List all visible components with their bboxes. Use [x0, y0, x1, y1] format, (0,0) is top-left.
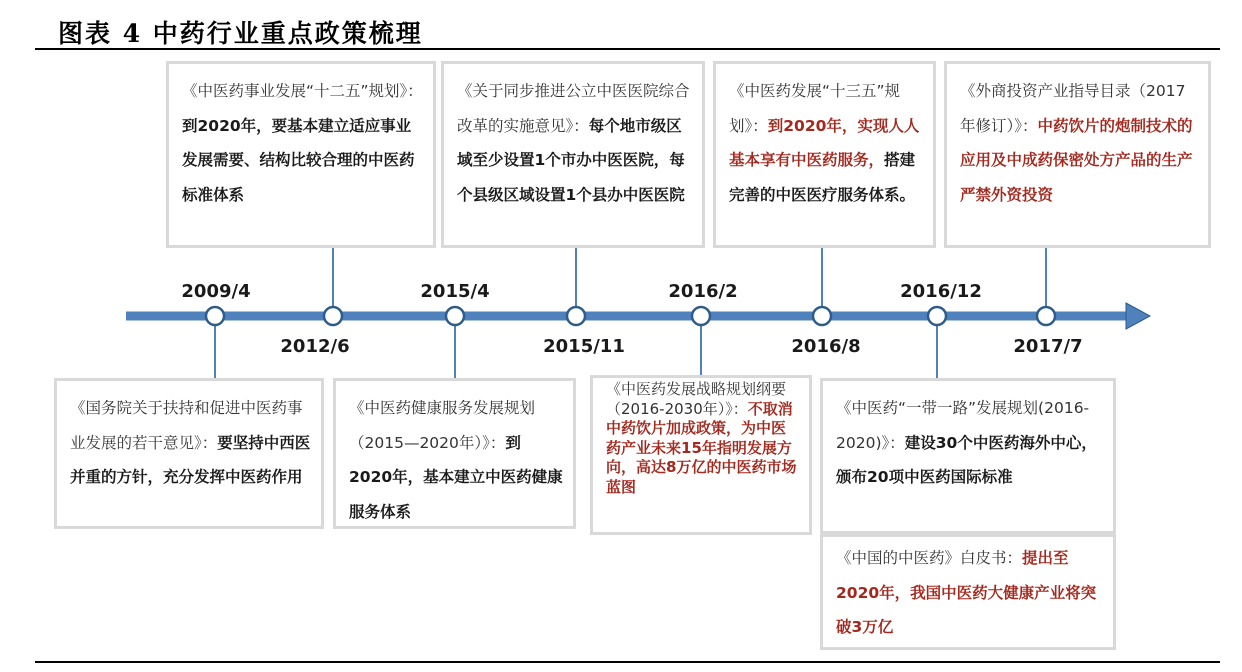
policy-title: 《国务院关于扶持和促进中医药事业发展的若干意见》： — [70, 399, 303, 452]
policy-box-2016-8 — [713, 61, 936, 248]
policy-title: 《中医药发展战略规划纲要（2016-2030年）》： — [606, 380, 787, 418]
policy-note: 到2020年，基本建立中医药健康服务体系 — [349, 433, 563, 521]
figure-title: 图表 4 中药行业重点政策梳理 — [58, 19, 423, 48]
node-2015-11 — [567, 307, 585, 325]
policy-box-2016-12-a — [820, 378, 1116, 534]
policy-note: 到2020年，实现人人基本享有中医药服务， — [729, 116, 920, 169]
node-2016-12 — [928, 307, 946, 325]
date-label-2009-4: 2009/4 — [181, 281, 251, 302]
policy-title: 《中国的中医药》白皮书： — [836, 549, 1023, 567]
policy-title: 《外商投资产业指导目录（2017年修订）》： — [960, 82, 1186, 135]
date-label-2017-7: 2017/7 — [1013, 336, 1083, 357]
policy-title: 《关于同步推进公立中医医院综合改革的实施意见》： — [457, 82, 690, 135]
node-2009-4 — [206, 307, 224, 325]
date-label-2016-12: 2016/12 — [900, 281, 982, 302]
date-label-2015-4: 2015/4 — [420, 281, 490, 302]
date-label-2015-11: 2015/11 — [543, 336, 625, 357]
date-label-2012-6: 2012/6 — [280, 336, 350, 357]
policy-box-2016-12-b — [820, 534, 1116, 650]
policy-box-2015-11 — [441, 61, 705, 248]
axis-arrow-head — [1126, 303, 1150, 329]
policy-note: 中药饮片的炮制技术的应用及中成药保密处方产品的生产严禁外资投资 — [960, 116, 1193, 204]
node-2012-6 — [324, 307, 342, 325]
date-label-2016-2: 2016/2 — [668, 281, 738, 302]
policy-note-continued: 搭建完善的中医医疗服务体系。 — [729, 151, 916, 204]
node-2016-8 — [813, 307, 831, 325]
policy-box-2017-7 — [944, 61, 1211, 248]
policy-box-2015-4 — [333, 378, 576, 529]
policy-title: 《中医药事业发展“十二五”规划》： — [182, 82, 423, 100]
policy-box-2016-2 — [590, 375, 812, 535]
node-2015-4 — [446, 307, 464, 325]
node-2016-2 — [692, 307, 710, 325]
policy-title: 《中医药“一带一路”发展规划(2016-2020)》： — [836, 399, 1090, 452]
policy-note: 建设30个中医药海外中心，颁布20项中医药国际标准 — [836, 433, 1097, 486]
timeline-axis — [126, 303, 1150, 329]
policy-box-2012-6 — [166, 61, 436, 248]
policy-note: 提出至2020年，我国中医药大健康产业将突破3万亿 — [836, 549, 1097, 636]
policy-title: 《中医药健康服务发展规划（2015—2020年）》： — [349, 399, 536, 452]
policy-title: 《中医药发展“十三五”规划》： — [729, 82, 901, 135]
policy-note: 不取消中药饮片加成政策，为中医药产业未来15年指明发展方向，高达8万亿的中医药市场蓝图 — [606, 399, 797, 496]
policy-note: 每个地市级区域至少设置1个市办中医医院，每个县级区域设置1个县办中医医院 — [457, 116, 685, 204]
policy-box-2009-4 — [54, 378, 324, 529]
node-2017-7 — [1037, 307, 1055, 325]
date-label-2016-8: 2016/8 — [791, 336, 861, 357]
policy-note: 要坚持中西医并重的方针，充分发挥中医药作用 — [70, 433, 311, 486]
bottom-rule — [35, 661, 1220, 663]
policy-note: 到2020年，要基本建立适应事业发展需要、结构比较合理的中医药标准体系 — [182, 116, 415, 204]
